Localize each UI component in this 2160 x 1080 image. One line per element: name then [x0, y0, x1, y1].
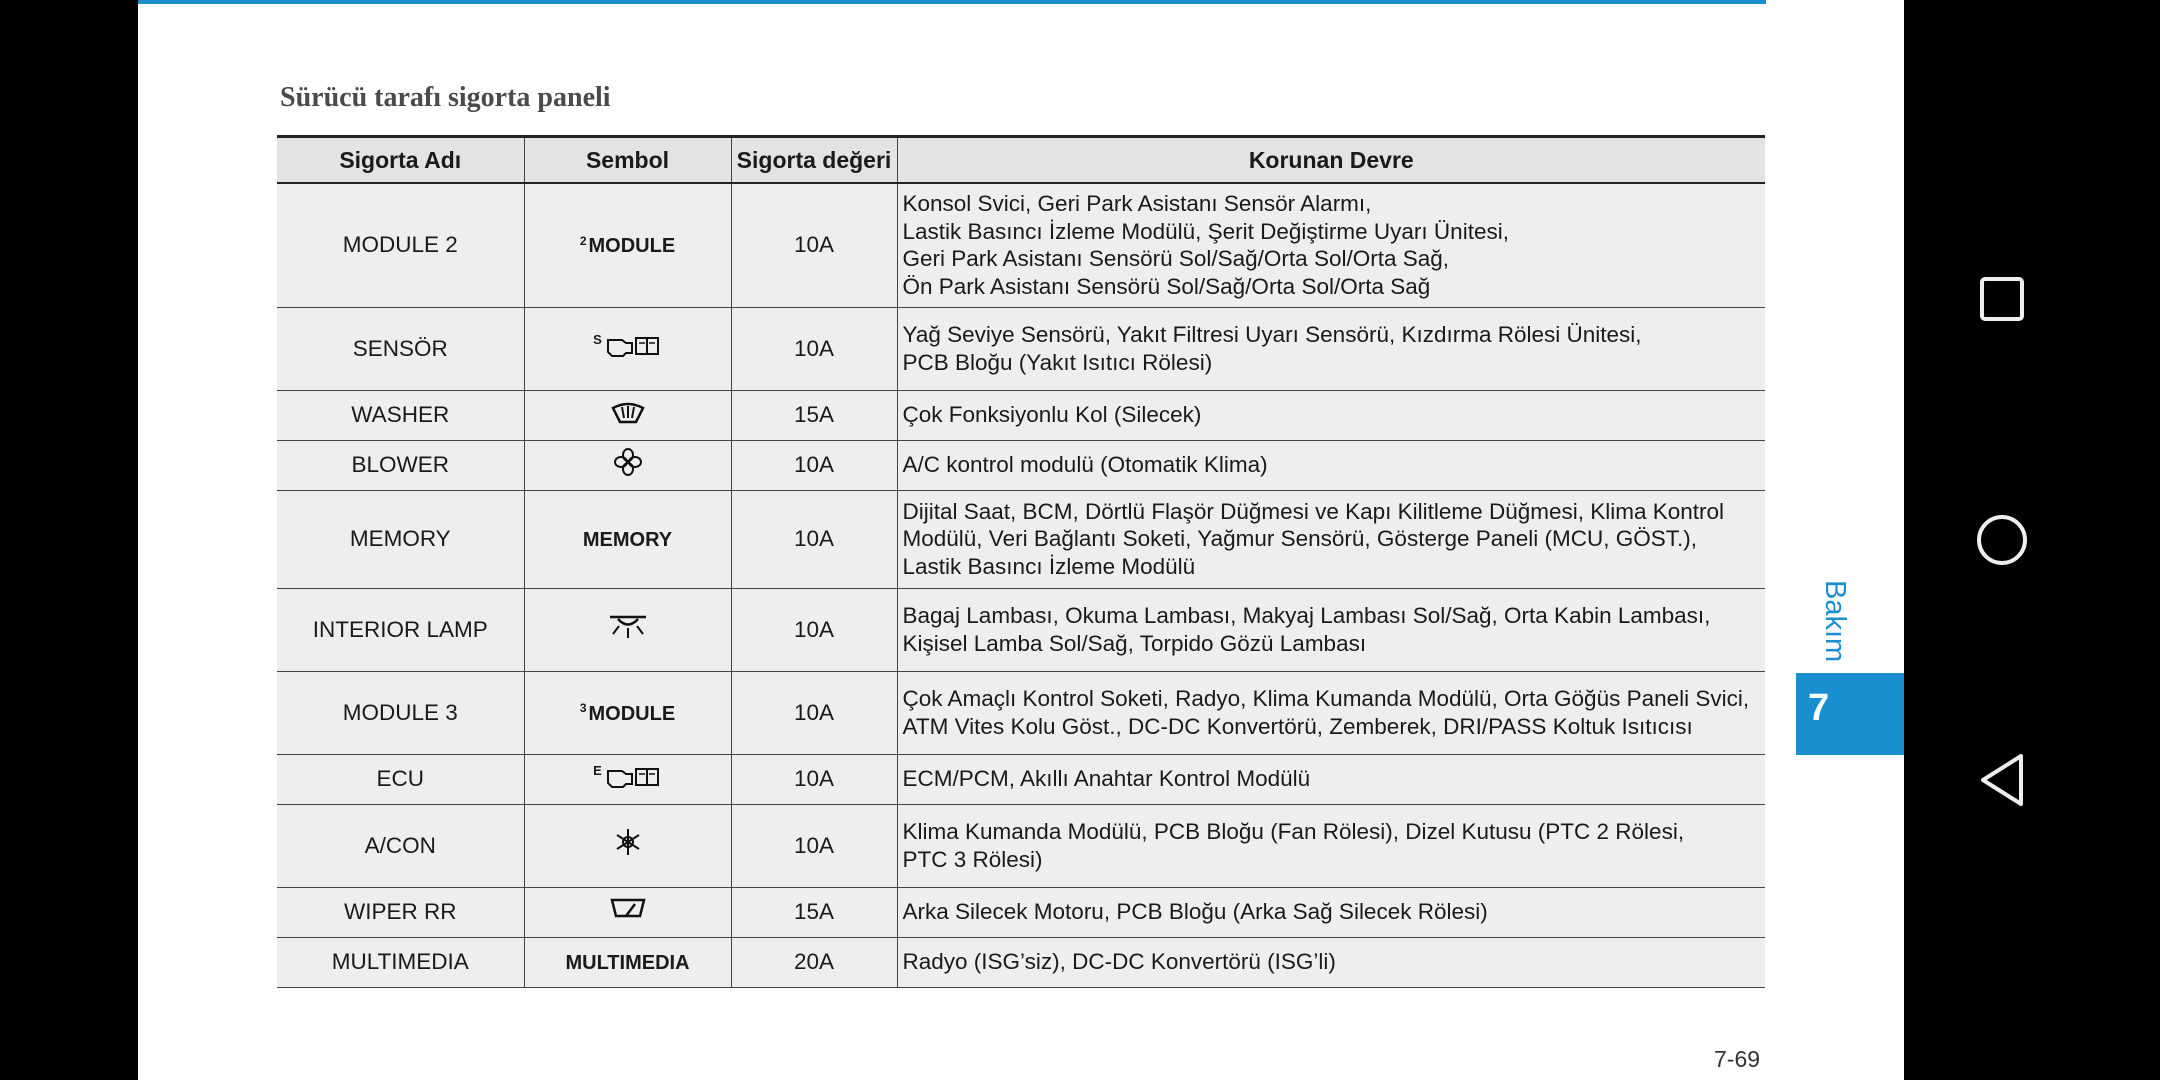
protected-circuit	[897, 588, 1765, 671]
table-row	[277, 887, 1765, 937]
triangle-back-icon	[1977, 752, 2027, 808]
fuse-value: 10A	[731, 671, 897, 754]
symbol-superscript: 2	[579, 233, 587, 248]
rear-wiper-icon	[609, 895, 647, 930]
header-fuse-name: Sigorta Adı	[277, 137, 524, 184]
header-protected-circuit: Korunan Devre	[897, 137, 1765, 184]
circuit-line: PCB Bloğu (Yakıt Isıtıcı Rölesi)	[902, 349, 1213, 375]
symbol-text: MEMORY	[582, 529, 673, 551]
protected-circuit	[897, 887, 1765, 937]
fuse-name: WIPER RR	[277, 887, 524, 937]
fuse-name: MODULE 3	[277, 671, 524, 754]
fuse-symbol	[524, 671, 731, 754]
side-tab-label[interactable]: Bakım	[1819, 580, 1851, 663]
symbol-label	[583, 529, 672, 551]
circuit-line: Klima Kumanda Modülü, PCB Bloğu (Fan Rölesi), Dizel Kutusu (PTC 2 Rölesi,	[902, 819, 1685, 844]
fuse-symbol	[524, 588, 731, 671]
fuse-symbol	[524, 754, 731, 804]
circuit-line: ECM/PCM, Akıllı Anahtar Kontrol Modülü	[902, 766, 1311, 792]
circuit-line: Konsol Svici, Geri Park Asistanı Sensör Alarmı,	[902, 191, 1372, 217]
snowflake-icon	[613, 827, 643, 864]
table-row	[277, 390, 1765, 440]
symbol-superscript: S	[593, 332, 602, 347]
manual-page	[138, 0, 1904, 1080]
symbol-superscript: E	[593, 762, 602, 778]
circuit-line: Ön Park Asistanı Sensörü Sol/Sağ/Orta Sol/Orta Sağ	[902, 273, 1431, 299]
circuit-line: Yağ Seviye Sensörü, Yakıt Filtresi Uyarı Sensörü, Kızdırma Rölesi Ünitesi,	[902, 322, 1642, 347]
circuit-line: Lastik Basıncı İzleme Modülü, Şerit Değiştirme Uyarı Ünitesi,	[902, 218, 1509, 244]
circuit-line: A/C kontrol modulü (Otomatik Klima)	[902, 452, 1268, 478]
fuse-symbol	[524, 887, 731, 937]
protected-circuit	[897, 937, 1765, 987]
engine-book-icon	[593, 332, 662, 365]
table-row	[277, 440, 1765, 490]
engine-book-icon	[593, 763, 662, 796]
fuse-value: 20A	[731, 937, 897, 987]
header-symbol: Sembol	[524, 137, 731, 184]
protected-circuit	[897, 754, 1765, 804]
table-row	[277, 754, 1765, 804]
fuse-symbol	[524, 390, 731, 440]
symbol-label	[580, 235, 675, 257]
table-row	[277, 490, 1765, 588]
top-rule	[138, 0, 1766, 4]
fuse-name: WASHER	[277, 390, 524, 440]
fuse-name: MEMORY	[277, 490, 524, 588]
fuse-value: 10A	[731, 440, 897, 490]
fuse-value: 10A	[731, 307, 897, 390]
fuse-value: 10A	[731, 490, 897, 588]
fuse-value: 10A	[731, 754, 897, 804]
fuse-name: A/CON	[277, 804, 524, 887]
table-row	[277, 804, 1765, 887]
table-row	[277, 307, 1765, 390]
fuse-value: 10A	[731, 588, 897, 671]
circuit-line: Kişisel Lamba Sol/Sağ, Torpido Gözü Lambası	[902, 630, 1367, 656]
fuse-value: 10A	[731, 804, 897, 887]
washer-icon	[610, 398, 646, 433]
fuse-name: MULTIMEDIA	[277, 937, 524, 987]
section-title: Sürücü tarafı sigorta paneli	[280, 82, 611, 113]
symbol-text: MODULE	[588, 235, 676, 258]
table-row	[277, 671, 1765, 754]
fuse-symbol	[524, 183, 731, 307]
home-button[interactable]	[1970, 508, 2034, 572]
circuit-line: Bagaj Lambası, Okuma Lambası, Makyaj Lambası Sol/Sağ, Orta Kabin Lambası,	[902, 603, 1711, 628]
fuse-table	[277, 135, 1765, 988]
protected-circuit	[897, 671, 1765, 754]
chapter-number: 7	[1808, 687, 1830, 729]
protected-circuit	[897, 490, 1765, 588]
protected-circuit	[897, 390, 1765, 440]
circuit-line: Çok Amaçlı Kontrol Soketi, Radyo, Klima Kumanda Modülü, Orta Göğüs Paneli Svici,	[902, 686, 1750, 711]
circuit-line: Geri Park Asistanı Sensörü Sol/Sağ/Orta Sol/Orta Sağ,	[902, 246, 1450, 272]
fuse-value: 10A	[731, 183, 897, 307]
recents-button[interactable]	[1970, 267, 2034, 331]
back-button[interactable]	[1970, 748, 2034, 812]
square-icon	[1977, 274, 2027, 324]
chapter-tab[interactable]	[1796, 673, 1904, 755]
symbol-label	[579, 700, 676, 725]
table-row	[277, 183, 1765, 307]
circle-icon	[1975, 513, 2029, 567]
circuit-line: Modülü, Veri Bağlantı Soketi, Yağmur Sensörü, Gösterge Paneli (MCU, GÖST.),	[902, 526, 1698, 552]
interior-lamp-icon	[606, 612, 650, 647]
circuit-line: PTC 3 Rölesi)	[902, 846, 1043, 872]
navigation-bar	[1904, 0, 2160, 1080]
fuse-symbol	[524, 490, 731, 588]
circuit-line: Lastik Basıncı İzleme Modülü	[902, 553, 1196, 579]
table-row	[277, 588, 1765, 671]
table-row	[277, 937, 1765, 987]
fuse-value: 15A	[731, 887, 897, 937]
fuse-symbol	[524, 440, 731, 490]
circuit-line: Radyo (ISG’siz), DC-DC Konvertörü (ISG’li)	[902, 949, 1336, 975]
fuse-symbol	[524, 937, 731, 987]
circuit-line: Arka Silecek Motoru, PCB Bloğu (Arka Sağ Silecek Rölesi)	[902, 899, 1488, 925]
fuse-name: BLOWER	[277, 440, 524, 490]
protected-circuit	[897, 183, 1765, 307]
circuit-line: ATM Vites Kolu Göst., DC-DC Konvertörü, Zemberek, DRI/PASS Koltuk Isıtıcısı	[902, 713, 1693, 739]
symbol-text: MULTIMEDIA	[565, 952, 690, 974]
fuse-name: ECU	[277, 754, 524, 804]
symbol-superscript: 3	[579, 700, 587, 715]
symbol-text: MODULE	[588, 702, 676, 725]
fuse-name: INTERIOR LAMP	[277, 588, 524, 671]
fuse-symbol	[524, 804, 731, 887]
fuse-symbol	[524, 307, 731, 390]
header-fuse-value: Sigorta değeri	[731, 137, 897, 184]
circuit-line: Çok Fonksiyonlu Kol (Silecek)	[902, 402, 1202, 428]
protected-circuit	[897, 307, 1765, 390]
page-number: 7-69	[1714, 1046, 1761, 1072]
fuse-name: SENSÖR	[277, 307, 524, 390]
circuit-line: Dijital Saat, BCM, Dörtlü Flaşör Düğmesi ve Kapı Kilitleme Düğmesi, Klima Kontrol	[902, 498, 1725, 524]
fan-icon	[613, 447, 643, 484]
table-header-row	[277, 137, 1765, 184]
fuse-name: MODULE 2	[277, 183, 524, 307]
fuse-value: 15A	[731, 390, 897, 440]
protected-circuit	[897, 440, 1765, 490]
symbol-label	[565, 952, 689, 974]
protected-circuit	[897, 804, 1765, 887]
